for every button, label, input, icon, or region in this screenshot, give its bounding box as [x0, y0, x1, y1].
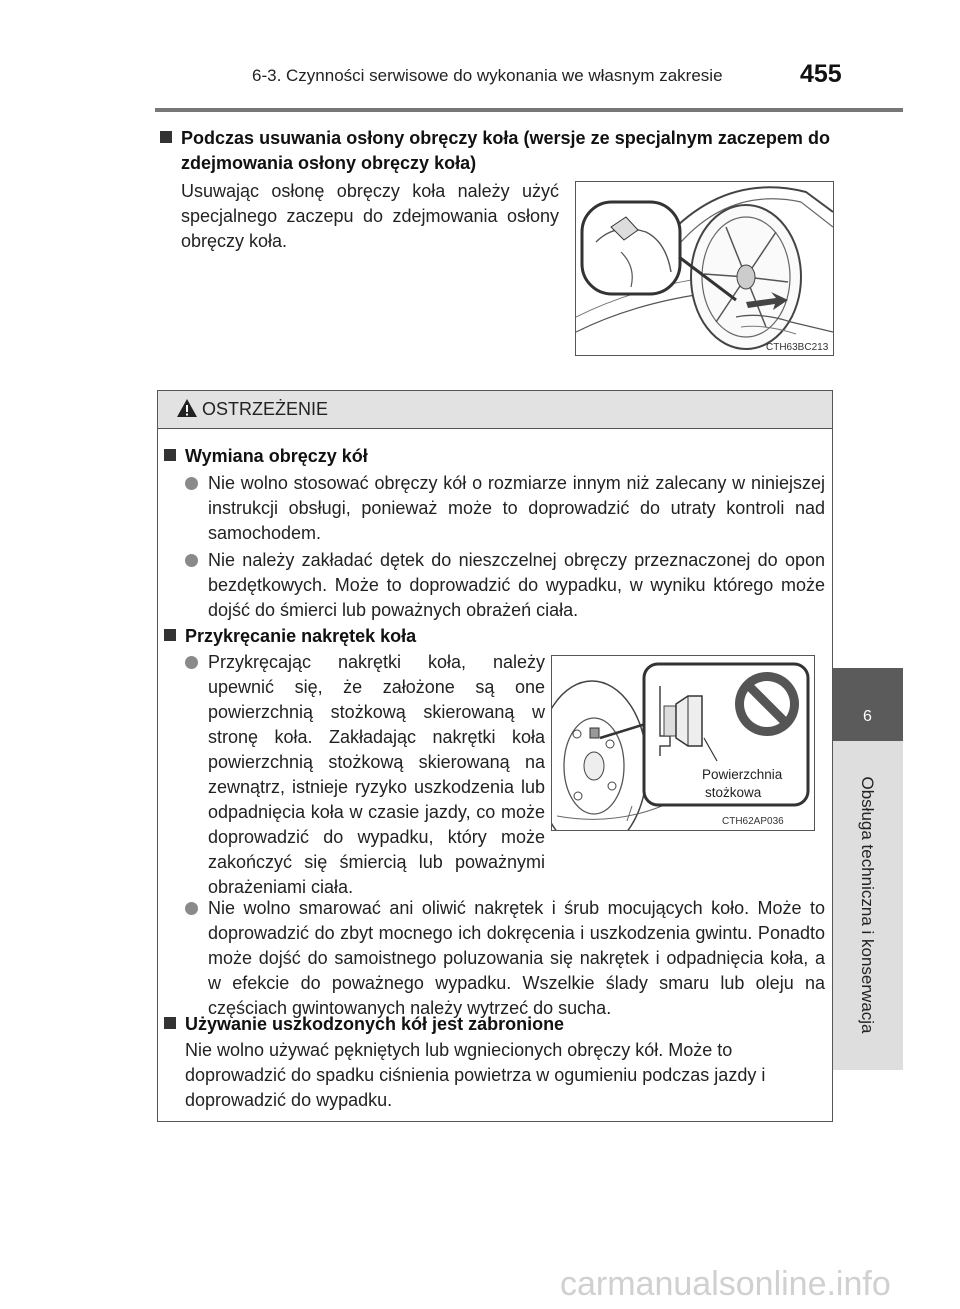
square-bullet-icon	[164, 629, 176, 641]
warning-bullet: Przykręcając nakrętki koła, należy upewnić się, że założone są one powierzchnią stożkową skierowaną w stronę koła. Zakładając nakrętki koła powierzchnią stożkową skierowaną na zewnątrz, istnieje ryzyko uszkodzenia lub odpadnięcia koła w czasie jazdy, co może doprowadzić do wypadku, który może zakończyć się śmiercią lub poważnymi obrażeniami ciała.	[185, 650, 545, 900]
square-bullet-icon	[164, 449, 176, 461]
watermark: carmanualsonline.info	[560, 1265, 891, 1303]
figure-code: CTH62AP036	[722, 816, 784, 827]
conical-surface-label: Powierzchnia stożkowa	[702, 767, 783, 800]
warning-box	[157, 390, 833, 1122]
chapter-tab	[832, 668, 903, 741]
hubcap-removal-drawing	[576, 182, 833, 355]
lug-nut-drawing	[552, 656, 814, 830]
round-bullet-icon	[185, 656, 198, 669]
warning-title: OSTRZEŻENIE	[202, 399, 329, 419]
round-bullet-icon	[185, 554, 198, 567]
page-number: 455	[800, 60, 842, 88]
chapter-tab-title: Obsługa techniczna i konserwacja	[858, 776, 877, 1034]
square-bullet-icon	[164, 1017, 176, 1029]
warning-heading-damaged-wheels: Używanie uszkodzonych kół jest zabronione	[164, 1012, 564, 1037]
header-divider	[155, 108, 903, 112]
chapter-tab-number: 6	[863, 708, 872, 725]
chapter-header: 6-3. Czynności serwisowe do wykonania we własnym zakresie	[252, 66, 723, 85]
section-heading-hubcap: Podczas usuwania osłony obręczy koła (wersje ze specjalnym zaczepem do zdejmowania osłony obręczy koła)	[160, 126, 830, 176]
warning-triangle-icon	[176, 398, 198, 418]
section-body-hubcap: Usuwając osłonę obręczy koła należy użyć specjalnego zaczepu do zdejmowania osłony obręczy koła.	[181, 181, 559, 251]
square-bullet-icon	[160, 131, 172, 143]
warning-heading-rims: Wymiana obręczy kół	[164, 444, 368, 469]
warning-bullet: Nie wolno stosować obręczy kół o rozmiarze innym niż zalecany w niniejszej instrukcji obsługi, ponieważ może to doprowadzić do utraty kontroli nad samochodem.	[185, 471, 825, 546]
lug-nut-illustration	[551, 655, 815, 831]
warning-body-damaged-wheels: Nie wolno używać pękniętych lub wgniecionych obręczy kół. Może to doprowadzić do spadku ciśnienia powietrza w ogumieniu podczas jazdy i doprowadzić do wypadku.	[185, 1040, 766, 1110]
warning-bullet: Nie należy zakładać dętek do nieszczelnej obręczy przeznaczonej do opon bezdętkowych. Może to doprowadzić do wypadku, w wyniku którego może dojść do śmierci lub poważnych obrażeń ciała.	[185, 548, 825, 623]
figure-code: CTH63BC213	[766, 342, 829, 353]
warning-heading-lug-nuts: Przykręcanie nakrętek koła	[164, 624, 416, 649]
hubcap-removal-illustration	[575, 181, 834, 356]
round-bullet-icon	[185, 477, 198, 490]
warning-bullet: Nie wolno smarować ani oliwić nakrętek i śrub mocujących koło. Może to doprowadzić do zbyt mocnego ich dokręcenia i uszkodzenia gwintu. Ponadto może dojść do samoistnego poluzowania się nakrętek i odpadnięcia koła, a w efekcie do poważnego wypadku. Wszelkie ślady smaru lub oleju na częściach gwintowanych należy wytrzeć do sucha.	[185, 896, 825, 1021]
round-bullet-icon	[185, 902, 198, 915]
warning-header	[158, 391, 832, 429]
